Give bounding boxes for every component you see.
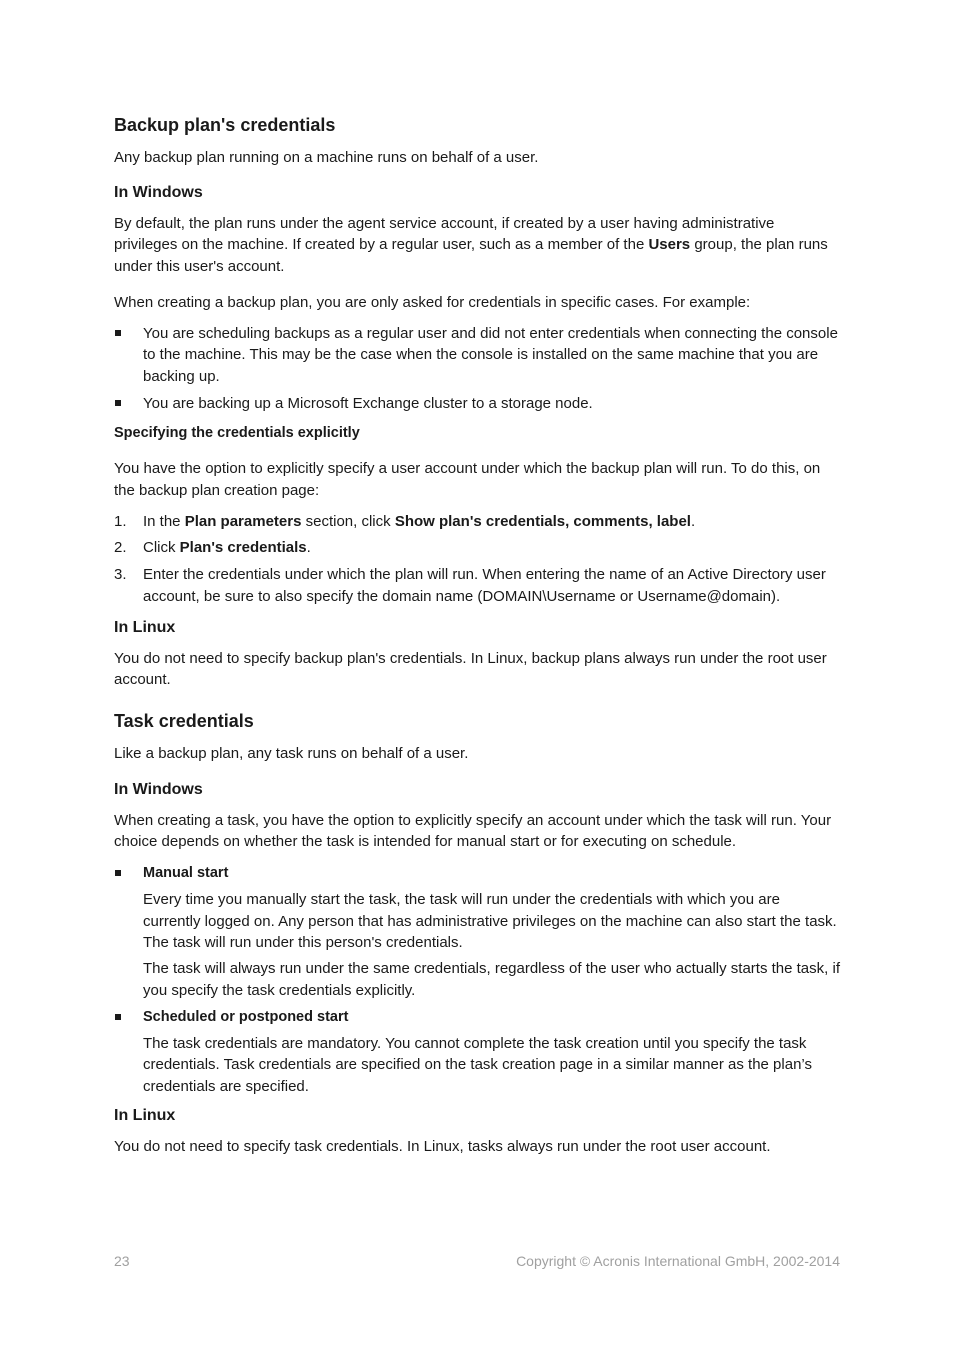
paragraph-linux: You do not need to specify task credentials. In Linux, tasks always run under the root user account. <box>114 1137 771 1155</box>
subheading-in-windows: In Windows <box>114 183 203 201</box>
document-page <box>114 112 840 1157</box>
page-number: 23 <box>114 1253 130 1269</box>
list-item-manual-start <box>114 863 840 1002</box>
numbered-steps <box>114 511 840 608</box>
bullet-icon <box>115 1014 121 1020</box>
paragraph-linux: You do not need to specify backup plan's credentials. In Linux, backup plans always run under the root user account. <box>114 649 827 689</box>
list-item: You are scheduling backups as a regular user and did not enter credentials when connecting the console to the machine. This may be the case when the console is installed on the same machine that you are backing up. <box>114 323 840 388</box>
item-title: Manual start <box>143 865 229 882</box>
item-paragraph: The task credentials are mandatory. You cannot complete the task creation until you specify the task credentials. Task credentials are specified on the task creation page in a similar manner as the plan’s credentials are specified. <box>143 1034 812 1095</box>
item-paragraph: Every time you manually start the task, the task will run under the credentials with which you are currently logged on. Any person that has administrative privileges on the machine can also start the task. The task will run under this person's credentials. <box>143 891 837 952</box>
item-title: Scheduled or postponed start <box>143 1008 349 1025</box>
paragraph-credential-cases: When creating a backup plan, you are only asked for credentials in specific cases. For example: <box>114 293 751 311</box>
bullet-list <box>114 323 840 415</box>
step-item: 1. In the Plan parameters section, click Show plan's credentials, comments, label. <box>114 512 696 530</box>
paragraph-explicit-intro: You have the option to explicitly specify a user account under which the backup plan will run. To do this, on the backup plan creation page: <box>114 460 821 500</box>
list-item-scheduled-start <box>114 1007 840 1098</box>
section-intro: Like a backup plan, any task runs on behalf of a user. <box>114 744 469 762</box>
bullet-icon <box>115 400 121 406</box>
section-heading-backup-plan-credentials: Backup plan's credentials <box>114 115 336 135</box>
bullet-icon <box>115 330 121 336</box>
copyright-text: Copyright © Acronis International GmbH, 2002-2014 <box>516 1253 840 1269</box>
subheading-in-linux: In Linux <box>114 1106 176 1124</box>
section-intro: Any backup plan running on a machine runs on behalf of a user. <box>114 149 539 166</box>
page-footer <box>114 1251 840 1271</box>
step-item: 3. Enter the credentials under which the plan will run. When entering the name of an Active Directory user account, be sure to also specify the domain name (DOMAIN\Username or Username@domain). <box>114 566 826 605</box>
section-heading-task-credentials: Task credentials <box>114 710 254 731</box>
step-item: 2. Click Plan's credentials. <box>114 539 311 557</box>
subheading-explicit-credentials: Specifying the credentials explicitly <box>114 425 360 442</box>
item-paragraph: The task will always run under the same credentials, regardless of the user who actually starts the task, if you specify the task credentials explicitly. <box>143 960 840 999</box>
subheading-in-windows: In Windows <box>114 780 203 798</box>
paragraph-default-account: By default, the plan runs under the agent service account, if created by a user having administrative privileges on the machine. If created by a regular user, such as a member of the Users group, the plan runs under this user's account. <box>114 214 828 276</box>
subheading-in-linux: In Linux <box>114 618 176 636</box>
list-item: You are backing up a Microsoft Exchange cluster to a storage node. <box>114 393 840 415</box>
bullet-list <box>114 863 840 1098</box>
bullet-icon <box>115 870 121 876</box>
paragraph-task-account: When creating a task, you have the option to explicitly specify an account under which the task will run. Your choice depends on whether the task is intended for manual start or for executing on schedule. <box>114 811 832 851</box>
